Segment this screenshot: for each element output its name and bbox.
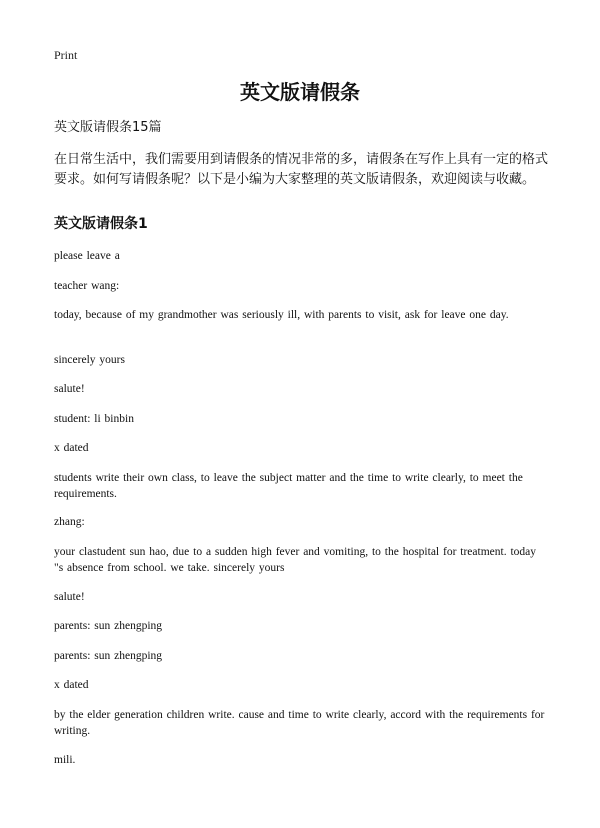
- body-line: parents: sun zhengping: [54, 620, 163, 632]
- body-line: your clastudent sun hao, due to a sudden high fever and vomiting, to the hospital for treatment. today "s absence from school. we take. sincerely yours: [54, 546, 537, 574]
- body-line: please leave a: [54, 250, 120, 262]
- document-subtitle: 英文版请假条15篇: [54, 120, 162, 135]
- intro-paragraph: 在日常生活中，我们需要用到请假条的情况非常的多，请假条在写作上具有一定的格式要求。如何写请假条呢？以下是小编为大家整理的英文版请假条，欢迎阅读与收藏。: [54, 152, 549, 187]
- body-line: zhang:: [54, 516, 85, 528]
- body-line: salute!: [54, 591, 85, 603]
- body-line: x dated: [54, 679, 89, 691]
- body-line: parents: sun zhengping: [54, 650, 163, 662]
- body-line: x dated: [54, 442, 89, 454]
- body-line: student: li binbin: [54, 413, 134, 425]
- body-line: today, because of my grandmother was seriously ill, with parents to visit, ask for leave one day.: [54, 309, 509, 321]
- body-line: teacher wang:: [54, 280, 120, 292]
- page-title: 英文版请假条: [240, 80, 360, 104]
- body-line: sincerely yours: [54, 354, 125, 366]
- section-heading: 英文版请假条1: [54, 216, 148, 232]
- body-line: mili.: [54, 754, 76, 766]
- print-link[interactable]: Print: [54, 48, 78, 62]
- body-line: salute!: [54, 383, 85, 395]
- body-line: students write their own class, to leave the subject matter and the time to write clearly, to meet the requirements.: [54, 472, 523, 500]
- body-line: by the elder generation children write. cause and time to write clearly, accord with the requirements for writing.: [54, 709, 545, 737]
